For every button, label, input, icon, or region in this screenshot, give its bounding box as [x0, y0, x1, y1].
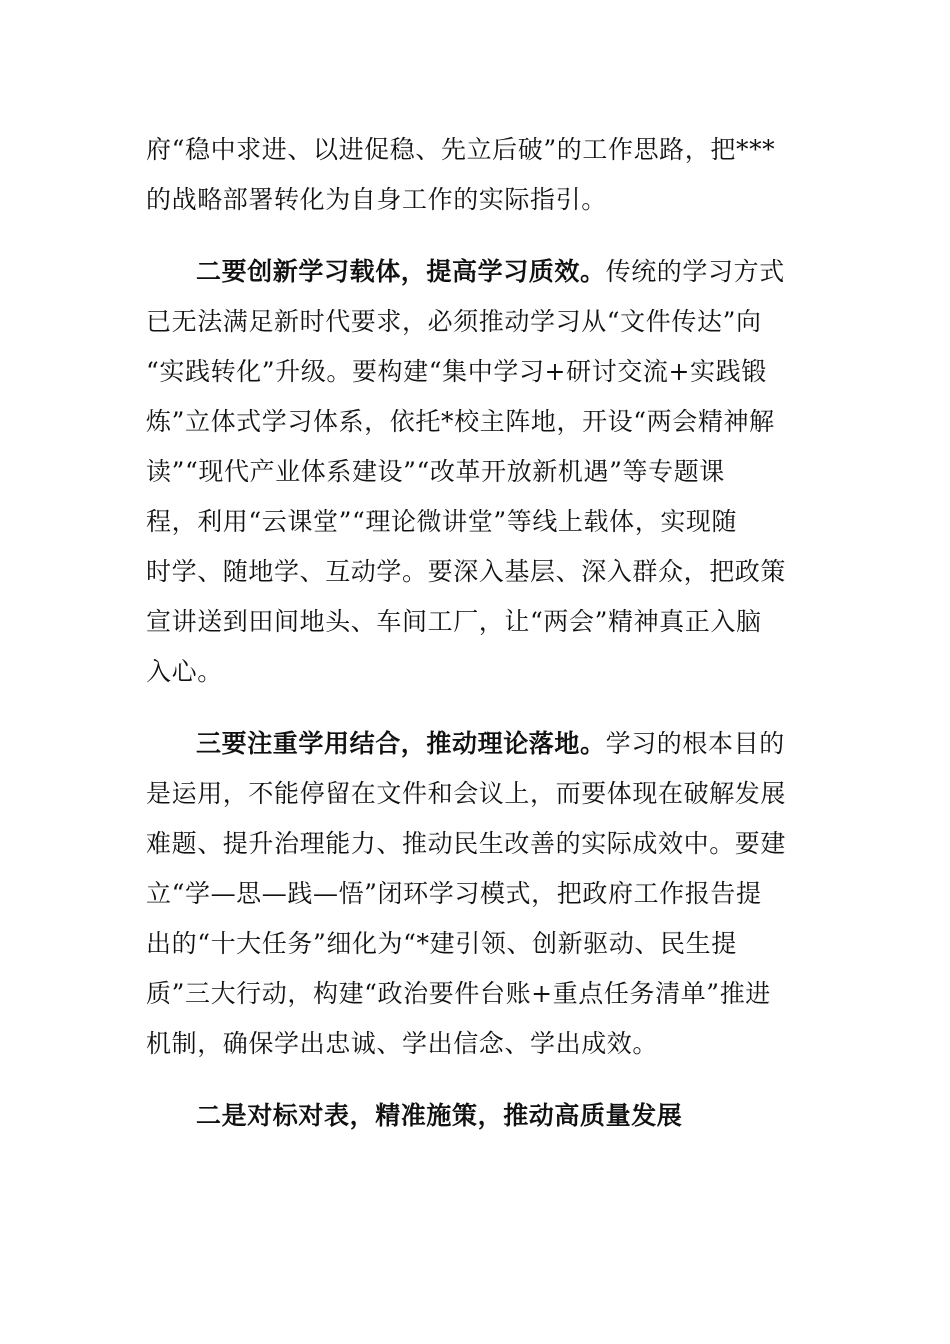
paragraph-heading: 二要创新学习载体，提高学习质效。: [196, 257, 606, 286]
paragraph-text: 传统的学习方式: [605, 257, 785, 286]
text-line: 质”三大行动，构建“政治要件台账+重点任务清单”推进: [146, 979, 771, 1008]
text-line: “实践转化”升级。要构建“集中学习+研讨交流+实践锻: [146, 357, 767, 386]
text-line: 炼”立体式学习体系，依托*校主阵地，开设“两会精神解: [146, 407, 775, 436]
text-line: 的战略部署转化为自身工作的实际指引。: [146, 185, 607, 214]
text-line: 出的“十大任务”细化为“*建引领、创新驱动、民生提: [146, 929, 737, 958]
paragraph-first-line: [196, 256, 785, 288]
text-line: 宣讲送到田间地头、车间工厂，让“两会”精神真正入脑: [146, 607, 762, 636]
paragraph-first-line: [196, 728, 785, 760]
text-line: 是运用，不能停留在文件和会议上，而要体现在破解发展: [146, 779, 787, 808]
text-line: 程，利用“云课堂”“理论微讲堂”等线上载体，实现随: [146, 507, 738, 536]
text-line: 读”“现代产业体系建设”“改革开放新机遇”等专题课: [146, 457, 725, 486]
text-line: 机制，确保学出忠诚、学出信念、学出成效。: [146, 1029, 659, 1058]
text-line: 已无法满足新时代要求，必须推动学习从“文件传达”向: [146, 307, 762, 336]
section-heading: 二是对标对表，精准施策，推动高质量发展: [196, 1101, 683, 1130]
text-line: 时学、随地学、互动学。要深入基层、深入群众，把政策: [146, 557, 787, 586]
text-line: 入心。: [146, 657, 223, 686]
paragraph-text: 学习的根本目的: [605, 729, 785, 758]
text-line: 立“学—思—践—悟”闭环学习模式，把政府工作报告提: [146, 879, 762, 908]
text-line: 府“稳中求进、以进促稳、先立后破”的工作思路，把***: [146, 135, 776, 164]
paragraph-heading: 三要注重学用结合，推动理论落地。: [196, 729, 606, 758]
text-line: 难题、提升治理能力、推动民生改善的实际成效中。要建: [146, 829, 787, 858]
